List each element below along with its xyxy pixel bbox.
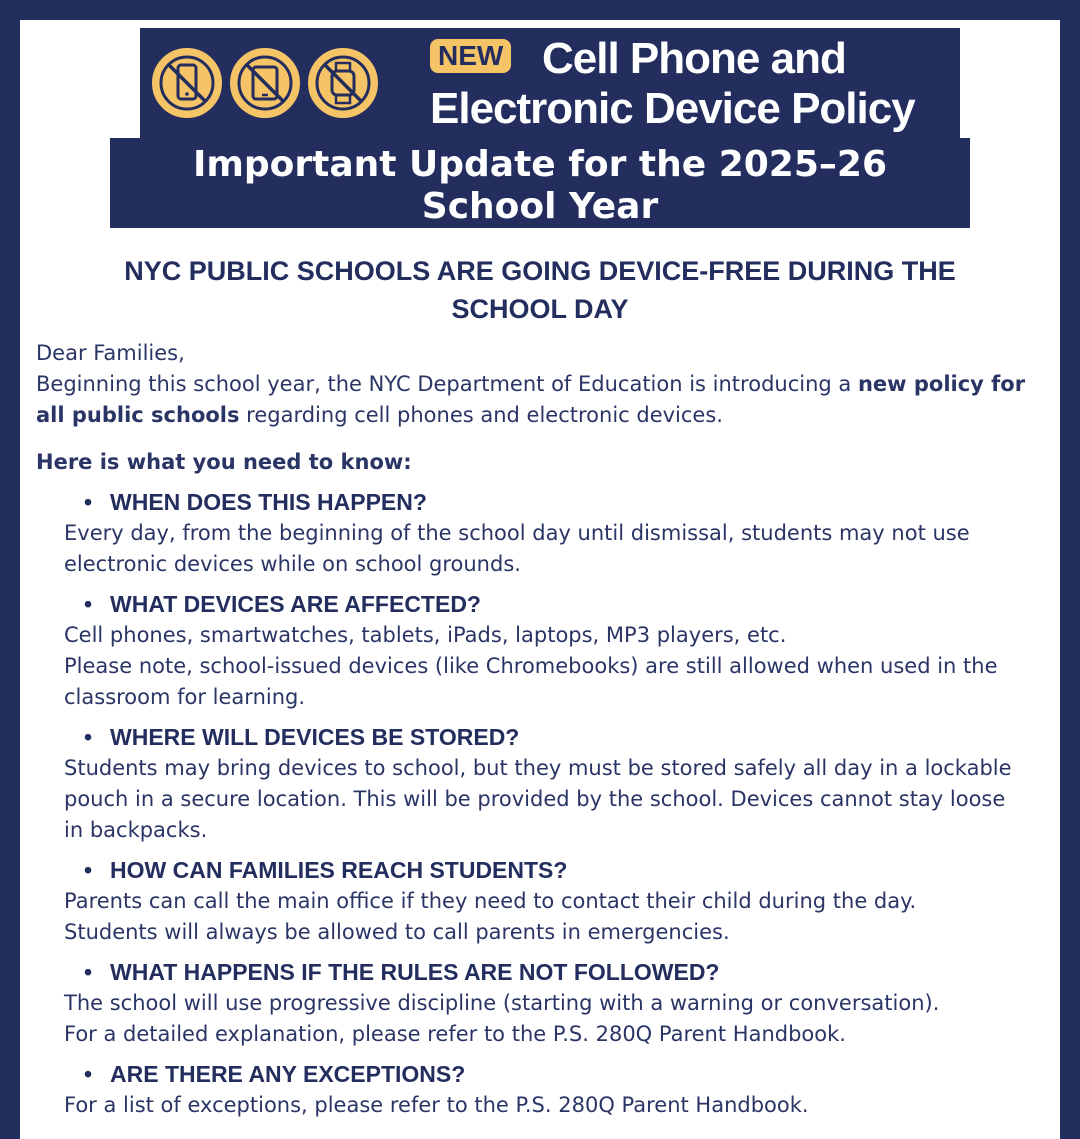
intro-text-a: Beginning this school year, the NYC Department of Education is introducing a (36, 372, 858, 396)
bullet-icon: • (84, 591, 93, 617)
intro-paragraph (36, 369, 1026, 431)
policy-title-line2: Electronic Device Policy (430, 84, 915, 133)
policy-flyer (20, 20, 1060, 1139)
section-body-exceptions: For a list of exceptions, please refer to the P.S. 280Q Parent Handbook. (64, 1093, 809, 1117)
section-body-rules: The school will use progressive discipline (starting with a warning or conversation). (64, 991, 940, 1015)
new-badge: NEW (430, 39, 511, 73)
section-heading-text: WHERE WILL DEVICES BE STORED? (110, 724, 520, 750)
section-heading-text: WHEN DOES THIS HAPPEN? (110, 489, 427, 515)
section-body-contact-emergency: Students will always be allowed to call parents in emergencies. (64, 920, 730, 944)
section-heading-devices (84, 588, 1026, 620)
know-heading: Here is what you need to know: (36, 450, 412, 474)
section-heading-text: ARE THERE ANY EXCEPTIONS? (110, 1061, 466, 1087)
no-tablet-icon (230, 48, 300, 118)
section-heading-text: WHAT DEVICES ARE AFFECTED? (110, 591, 481, 617)
bullet-icon: • (84, 489, 93, 515)
section-heading-contact (84, 854, 1026, 886)
page-headline (60, 252, 1020, 328)
headline-line2: SCHOOL DAY (451, 294, 629, 324)
update-title-line1: Important Update for the 2025–26 (192, 144, 888, 185)
bullet-icon: • (84, 959, 93, 985)
section-heading-text: WHAT HAPPENS IF THE RULES ARE NOT FOLLOWED? (110, 959, 720, 985)
headline-line1: NYC PUBLIC SCHOOLS ARE GOING DEVICE-FREE DURING THE (124, 256, 956, 286)
policy-title-line1: Cell Phone and (542, 34, 846, 83)
section-body-devices-note: Please note, school-issued devices (like Chromebooks) are still allowed when used in the classroom for learning. (64, 654, 998, 709)
bullet-icon: • (84, 724, 93, 750)
section-body-contact: Parents can call the main office if they need to contact their child during the day. (64, 889, 917, 913)
update-title-line2: School Year (421, 186, 659, 227)
no-smartwatch-icon (308, 48, 378, 118)
section-heading-when (84, 486, 1026, 518)
section-heading-rules (84, 956, 1026, 988)
section-heading-text: HOW CAN FAMILIES REACH STUDENTS? (110, 857, 568, 883)
section-body-rules-handbook: For a detailed explanation, please refer to the P.S. 280Q Parent Handbook. (64, 1022, 846, 1046)
section-body-devices: Cell phones, smartwatches, tablets, iPads, laptops, MP3 players, etc. (64, 623, 787, 647)
policy-banner (140, 28, 960, 140)
greeting: Dear Families, (36, 341, 185, 365)
section-body-storage: Students may bring devices to school, but they must be stored safely all day in a lockable pouch in a secure location. This will be provided by the school. Devices cannot stay loose in backpacks. (64, 756, 1012, 842)
bullet-icon: • (84, 1061, 93, 1087)
policy-title (430, 34, 950, 134)
intro-text-bold: new policy for all public schools (36, 372, 1026, 427)
update-title (110, 144, 970, 228)
update-banner (110, 138, 970, 228)
letter-body (36, 338, 1026, 1121)
section-body-when: Every day, from the beginning of the school day until dismissal, students may not use electronic devices while on school grounds. (64, 521, 970, 576)
intro-text-b: regarding cell phones and electronic devices. (239, 403, 723, 427)
section-heading-exceptions (84, 1058, 1026, 1090)
device-icons (152, 48, 378, 124)
section-heading-storage (84, 721, 1026, 753)
no-phone-icon (152, 48, 222, 118)
bullet-icon: • (84, 857, 93, 883)
